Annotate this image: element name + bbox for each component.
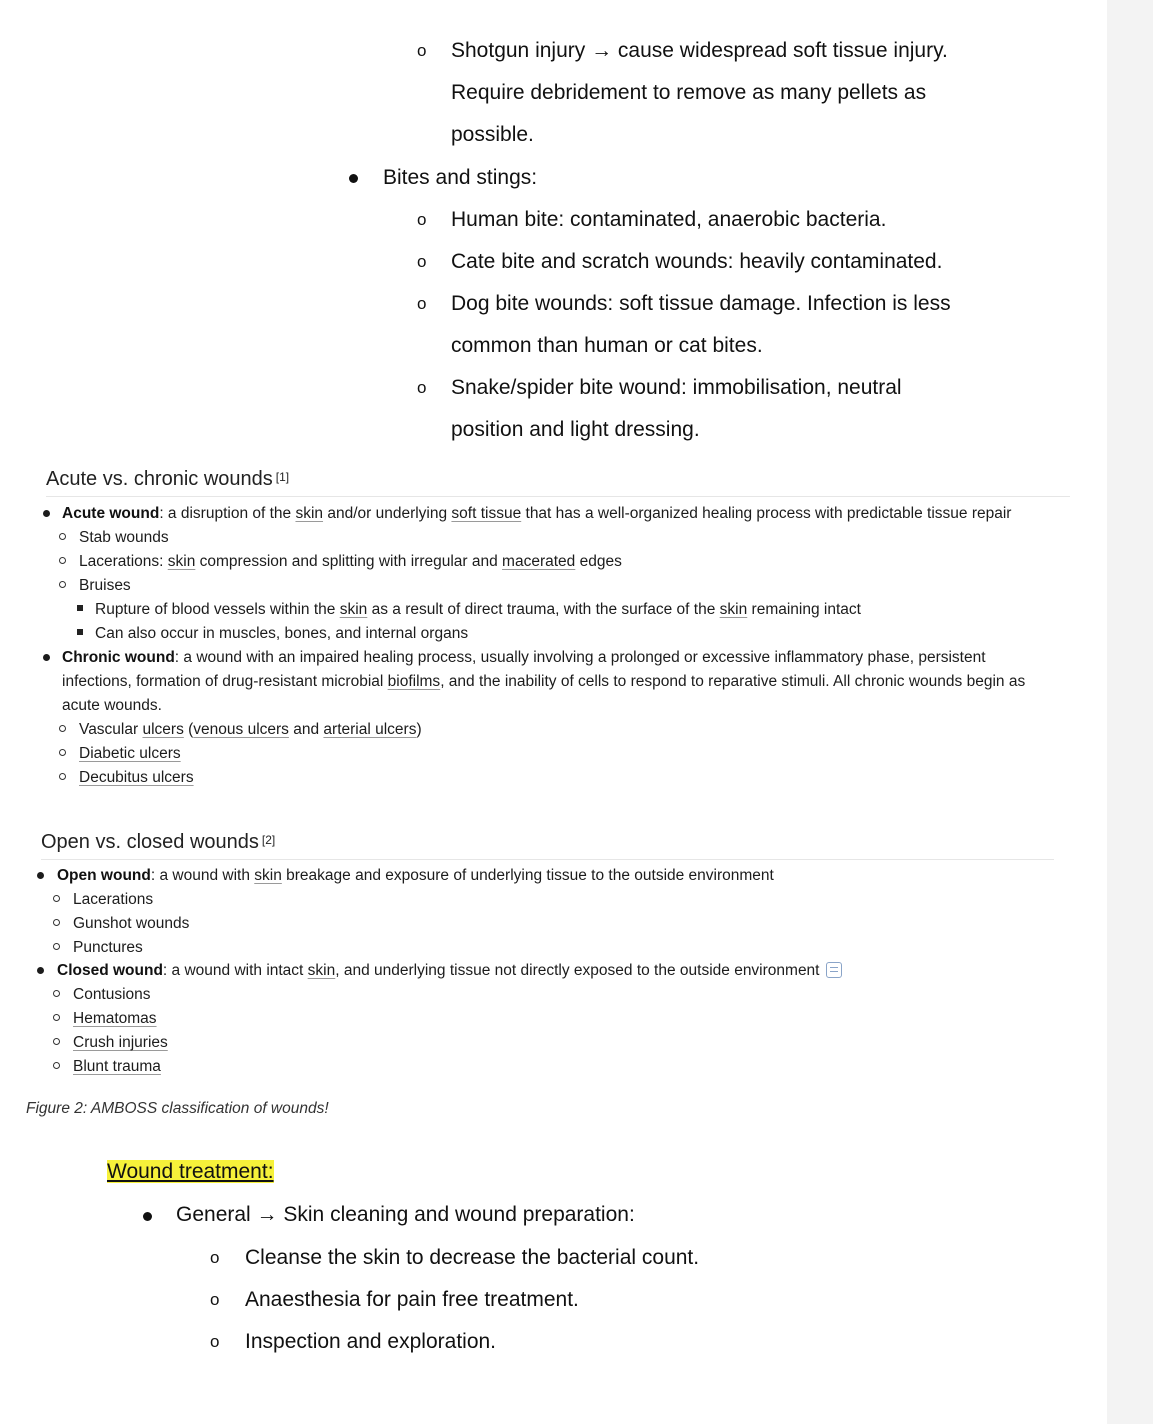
bullet-icon xyxy=(143,1212,152,1221)
dog-bite-line1: Dog bite wounds: soft tissue damage. Infection is less xyxy=(451,292,951,315)
acute-chronic-heading: Acute vs. chronic wounds [1] xyxy=(46,468,290,490)
hollow-bullet-icon: o xyxy=(417,252,427,271)
soft-tissue-link[interactable]: soft tissue xyxy=(451,505,522,522)
wound-treatment-heading: Wound treatment: xyxy=(107,1160,274,1183)
hollow-bullet-icon xyxy=(53,943,60,950)
chronic-wound-line2: infections, formation of drug-resistant microbial biofilms, and the inability of cells to respond to reparative stimuli. All chronic wounds begin as xyxy=(62,673,1026,690)
bullet-icon xyxy=(37,967,44,974)
bites-heading: Bites and stings: xyxy=(383,166,538,189)
hollow-bullet-icon: o xyxy=(210,1332,220,1351)
lacerations-item: Lacerations: skin compression and splitting with irregular and macerated edges xyxy=(79,553,622,570)
hollow-bullet-icon: o xyxy=(417,294,427,313)
hollow-bullet-icon: o xyxy=(417,41,427,60)
blunt-trauma-item xyxy=(73,1055,161,1079)
hollow-bullet-icon xyxy=(53,895,60,902)
dog-bite-line2: common than human or cat bites. xyxy=(451,334,763,357)
stab-wounds-item: Stab wounds xyxy=(79,529,169,546)
square-bullet-icon xyxy=(77,605,83,611)
skin-link[interactable]: skin xyxy=(254,867,282,884)
page-margin-gutter xyxy=(1107,0,1153,1424)
blunt-trauma-link[interactable]: Blunt trauma xyxy=(73,1058,161,1075)
divider xyxy=(41,859,1054,860)
bullet-icon xyxy=(37,872,44,879)
reference-link[interactable]: [2] xyxy=(261,833,276,847)
hollow-bullet-icon: o xyxy=(210,1248,220,1267)
hollow-bullet-icon xyxy=(53,1014,60,1021)
bullet-icon xyxy=(43,654,50,661)
decubitus-ulcers-item xyxy=(79,766,194,790)
skin-link[interactable]: skin xyxy=(719,601,748,618)
bullet-icon xyxy=(349,174,358,183)
hollow-bullet-icon xyxy=(59,581,66,588)
hollow-bullet-icon xyxy=(59,749,66,756)
shotgun-line3: possible. xyxy=(451,123,534,146)
lacerations-item: Lacerations xyxy=(73,891,154,908)
human-bite-item: Human bite: contaminated, anaerobic bacteria. xyxy=(451,208,887,231)
skin-link[interactable]: skin xyxy=(167,553,196,570)
hollow-bullet-icon xyxy=(59,557,66,564)
anaesthesia-item: Anaesthesia for pain free treatment. xyxy=(245,1288,579,1311)
bruises-item: Bruises xyxy=(79,577,131,594)
hollow-bullet-icon: o xyxy=(417,210,427,229)
hollow-bullet-icon: o xyxy=(210,1290,220,1309)
gunshot-wounds-item: Gunshot wounds xyxy=(73,915,190,932)
figure-caption: Figure 2: AMBOSS classification of wounds! xyxy=(26,1100,329,1117)
hollow-bullet-icon xyxy=(53,990,60,997)
hollow-bullet-icon xyxy=(59,773,66,780)
snake-bite-line2: position and light dressing. xyxy=(451,418,700,441)
skin-link[interactable]: skin xyxy=(307,962,336,979)
biofilms-link[interactable]: biofilms xyxy=(387,673,441,690)
hematomas-link[interactable]: Hematomas xyxy=(73,1010,157,1027)
macerated-link[interactable]: macerated xyxy=(502,553,576,570)
note-icon[interactable] xyxy=(826,962,842,978)
hollow-bullet-icon xyxy=(53,919,60,926)
arterial-ulcers-link[interactable]: arterial ulcers xyxy=(323,721,417,738)
diabetic-ulcers-item xyxy=(79,742,181,766)
skin-link[interactable]: skin xyxy=(295,505,324,522)
cat-bite-item: Cate bite and scratch wounds: heavily contaminated. xyxy=(451,250,943,273)
crush-injuries-item xyxy=(73,1031,168,1055)
contusions-item: Contusions xyxy=(73,986,151,1003)
snake-bite-line1: Snake/spider bite wound: immobilisation, neutral xyxy=(451,376,902,399)
vascular-ulcers-item: Vascular ulcers (venous ulcers and arterial ulcers) xyxy=(79,721,422,738)
hollow-bullet-icon xyxy=(59,725,66,732)
open-wound-definition: Open wound: a wound with skin breakage and exposure of underlying tissue to the outside environment xyxy=(57,867,774,884)
punctures-item: Punctures xyxy=(73,939,143,956)
chronic-wound-line1: Chronic wound: a wound with an impaired healing process, usually involving a prolonged or excessive inflammatory phase, persistent xyxy=(62,649,986,666)
crush-injuries-link[interactable]: Crush injuries xyxy=(73,1034,168,1051)
shotgun-line1: Shotgun injury → cause widespread soft tissue injury. xyxy=(451,39,948,62)
open-closed-heading: Open vs. closed wounds [2] xyxy=(41,831,276,853)
rupture-item: Rupture of blood vessels within the skin as a result of direct trauma, with the surface of the skin remaining intact xyxy=(95,601,861,618)
hollow-bullet-icon xyxy=(53,1062,60,1069)
muscles-item: Can also occur in muscles, bones, and internal organs xyxy=(95,625,469,642)
divider xyxy=(46,496,1070,497)
closed-wound-definition: Closed wound: a wound with intact skin, and underlying tissue not directly exposed to the outside environment xyxy=(57,959,842,983)
cleanse-item: Cleanse the skin to decrease the bacterial count. xyxy=(245,1246,700,1269)
acute-wound-definition: Acute wound: a disruption of the skin and/or underlying soft tissue that has a well-organized healing process with predictable tissue repair xyxy=(62,505,1012,522)
reference-link[interactable]: [1] xyxy=(275,470,290,484)
hollow-bullet-icon xyxy=(59,533,66,540)
inspection-item: Inspection and exploration. xyxy=(245,1330,497,1353)
diabetic-ulcers-link[interactable]: Diabetic ulcers xyxy=(79,745,181,762)
chronic-wound-line3: acute wounds. xyxy=(62,697,162,714)
square-bullet-icon xyxy=(77,629,83,635)
hematomas-item xyxy=(73,1007,157,1031)
skin-link[interactable]: skin xyxy=(339,601,368,618)
shotgun-line2: Require debridement to remove as many pellets as xyxy=(451,81,927,104)
bullet-icon xyxy=(43,510,50,517)
general-item: General → Skin cleaning and wound preparation: xyxy=(176,1203,635,1226)
ulcers-link[interactable]: ulcers xyxy=(142,721,184,738)
venous-ulcers-link[interactable]: venous ulcers xyxy=(193,721,289,738)
hollow-bullet-icon: o xyxy=(417,378,427,397)
decubitus-ulcers-link[interactable]: Decubitus ulcers xyxy=(79,769,194,786)
hollow-bullet-icon xyxy=(53,1038,60,1045)
